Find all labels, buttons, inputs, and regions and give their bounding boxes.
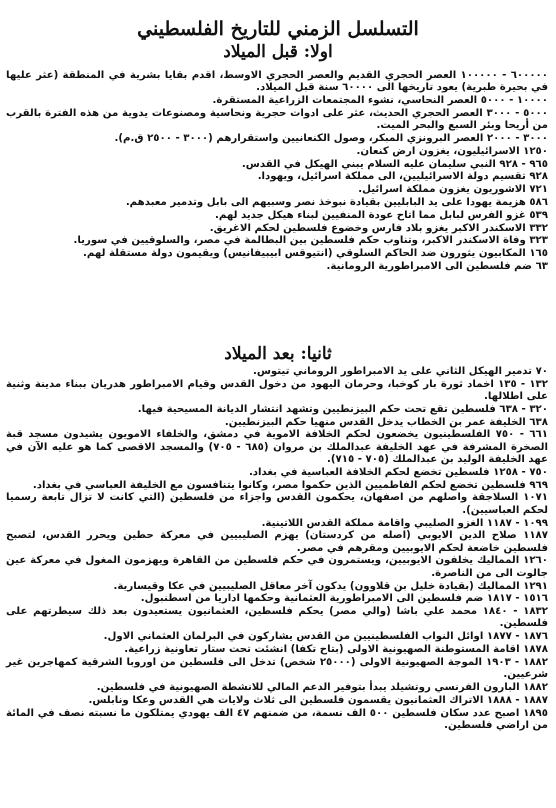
timeline-entry: ٩٦٩ فلسطين تخضع لحكم الفاطميين الذين حكموا مصر، وكانوا يتنافسون مع الخليفة العباسي في بغداد. bbox=[32, 479, 548, 491]
timeline-entry: ١٢٦٠ المماليك يخلفون الايوبيين، ويستمرون في حكم فلسطين من القاهرة ويهزمون المغول في معركة عين جالوت الى من الناصرة. bbox=[6, 555, 548, 579]
timeline-entry: ١٠٧١ السلاجقة واصلهم من اصفهان، يحكمون القدس واجزاء من فلسطين (التي كانت لا تزال تابعة رسميا لحكم العباسيين). bbox=[6, 492, 548, 516]
timeline-entry: ١٢٩١ المماليك (بقيادة خليل بن قلاوون) يدكون آخر معاقل الصليبيين في عكا وقيسارية. bbox=[113, 580, 548, 592]
timeline-entry: ٥٨٦ هزيمة يهودا على يد البابليين بقيادة نبوخذ نصر وسبيهم الى بابل وتدمير معبدهم. bbox=[125, 196, 548, 208]
timeline-entry: ١٠٩٩ - ١١٨٧ الغزو الصليبي واقامة مملكة القدس اللاتينية. bbox=[261, 517, 548, 529]
timeline-entry: ١٨٨٢ البارون الفرنسي روتشيلد يبدأ بتوفير الدعم المالي للانشطة الصهيونية في فلسطين. bbox=[96, 681, 548, 693]
timeline-entry: ١٨٧٨ اقامة المستوطنة الصهيونية الاولى (بتاح تكفا) انشئت تحت ستار تعاونية زراعية. bbox=[124, 644, 548, 656]
timeline-entry: ١٠٠٠٠ - ٥٠٠٠ العصر النحاسي، نشوء المجتمعات الزراعية المستقرة. bbox=[212, 95, 548, 107]
timeline-entry: ١٣٢ - ١٣٥ اخماد ثورة بار كوخبا، وحرمان اليهود من دخول القدس وقيام الامبراطور هدريان ببناء مدينة وثنية على اطلالها. bbox=[6, 378, 548, 403]
section-heading-ad: ثانيا: بعد الميلاد bbox=[224, 344, 332, 364]
timeline-entry: ٣٢٠ - ٦٣٨ فلسطين تقع تحت حكم البيزنطيين وتشهد انتشار الديانة المسيحية فيها. bbox=[137, 403, 548, 415]
timeline-entry: ٩٦٥ - ٩٢٨ النبي سليمان عليه السلام يبني الهيكل في القدس. bbox=[241, 158, 548, 170]
timeline-entry: ٣٣٢ الاسكندر الاكبر يغزو بلاد فارس وخضوع فلسطين لحكم الاغريق. bbox=[209, 222, 548, 234]
timeline-entry: ٣٢٣ وفاة الاسكندر الاكبر، وتناوب حكم فلسطين بين البطالمة في مصر، والسلوقيين في سوريا. bbox=[73, 235, 548, 247]
section-ad-entries bbox=[6, 366, 548, 733]
timeline-entry: ٥٠٠٠ - ٣٠٠٠ العصر الحجري الحديث، عثر على ادوات حجرية ونحاسية ومصنوعات يدوية من هذه الفترة بالقرب من أريحا وبئر السبع والبحر الميت. bbox=[6, 107, 548, 132]
timeline-entry: ١٥١٦ - ١٨١٧ ضم فلسطين الى الامبراطورية العثمانية وحكمها اداريا من اسطنبول. bbox=[140, 593, 548, 605]
timeline-entry: ١٦٥ المكابيون يثورون ضد الحاكم السلوقي (انتيوقس ابيبيفانيس) ويقيمون دولة مستقلة لهم. bbox=[82, 248, 548, 260]
timeline-entry: ٧٠ تدمير الهيكل الثاني على يد الامبراطور الروماني تيتوس. bbox=[252, 366, 548, 377]
timeline-entry: ١٨٨٢ - ١٩٠٣ الموجة الصهيونية الاولى (٢٥٠٠٠ شخص) تدخل الى فلسطين من اوروبا الشرقية كمهاجرين غير شرعيين. bbox=[6, 656, 548, 681]
section-bc-entries bbox=[6, 70, 548, 274]
timeline-entry: ١٨٣٢ - ١٨٤٠ محمد علي باشا (والي مصر) يحكم فلسطين، العثمانيون يستعيدون بعد ذلك سيطرتهم على فلسطين. bbox=[6, 606, 548, 630]
timeline-entry: ٦٠٠٠٠٠ - ١٠٠٠٠٠ العصر الحجري القديم والعصر الحجري الاوسط، اقدم بقايا بشرية في المنطقة (عثر عليها في بحيرة طبرية) يعود تاريخها الى ٦٠٠٠٠ سنة قبل الميلاد. bbox=[6, 70, 548, 94]
timeline-entry: ٦٣ ضم فلسطين الى الامبراطورية الرومانية. bbox=[326, 260, 548, 272]
timeline-entry: ٦٦١ - ٧٥٠ الفلسطينيون يخضعون لحكم الخلافة الاموية في دمشق، والخلفاء الامويون يشيدون مسجد قبة الصخرة المشرفة في عهد الخليفة عبدالملك بن مروان (٦٨٥ - ٧٠٥) والمسجد الاقصى كما هو عليه الآن في عهد الخليفة الوليد بن عبدالملك (٧٠٥ - ٧١٥). bbox=[6, 429, 549, 466]
timeline-entry: ١٢٥٠ الاسرائيليون، يغزون ارض كنعان. bbox=[356, 145, 548, 157]
timeline-entry: ١١٨٧ صلاح الدين الايوبي (اصله من كردستان) يهزم الصليبيين في معركة حطين ويحرر القدس، لتصبح فلسطين خاضعة لحكم الايوبيين ومقرهم في مصر. bbox=[6, 530, 548, 554]
timeline-entry: ٥٣٩ غزو الفرس لبابل مما اتاح عودة المنفيين لبناء هيكل جديد لهم. bbox=[215, 209, 548, 221]
timeline-entry: ٧٢١ الاشوريون يغزون مملكة اسرائيل. bbox=[358, 184, 548, 196]
timeline-entry: ٧٥٠ - ١٢٥٨ فلسطين تخضع لحكم الخلافة العباسية في بغداد. bbox=[248, 466, 548, 478]
timeline-entry: ١٨٧٦ - ١٨٧٧ اوائل النواب الفلسطينيين من القدس يشاركون في البرلمان العثماني الاول. bbox=[103, 631, 548, 643]
section-heading-bc: اولا: قبل الميلاد bbox=[223, 42, 333, 62]
timeline-entry: ١٨٩٥ اصبح عدد سكان فلسطين ٥٠٠ الف نسمة، من ضمنهم ٤٧ الف يهودي يمتلكون ما نسبته نصف في المائة من اراضي فلسطين. bbox=[6, 707, 548, 731]
timeline-entry: ٣٠٠٠ - ٢٠٠٠ العصر البرونزي المبكر، وصول الكنعانيين واستقرارهم (٣٠٠٠ - ٢٥٠٠ ق.م). bbox=[114, 132, 548, 144]
document-title: التسلسل الزمني للتاريخ الفلسطيني bbox=[137, 18, 419, 40]
timeline-entry: ٦٣٨ الخليفة عمر بن الخطاب يدخل القدس منهيا حكم البيزنطيين. bbox=[224, 416, 548, 428]
timeline-entry: ١٨٨٧ - ١٨٨٨ الاتراك العثمانيون يقسمون فلسطين الى ثلاث ولايات هي القدس وعكا ونابلس. bbox=[88, 694, 548, 706]
timeline-entry: ٩٢٨ تقسيم دولة الاسرائيليين، الى مملكة اسرائيل، ويهودا. bbox=[257, 171, 548, 183]
